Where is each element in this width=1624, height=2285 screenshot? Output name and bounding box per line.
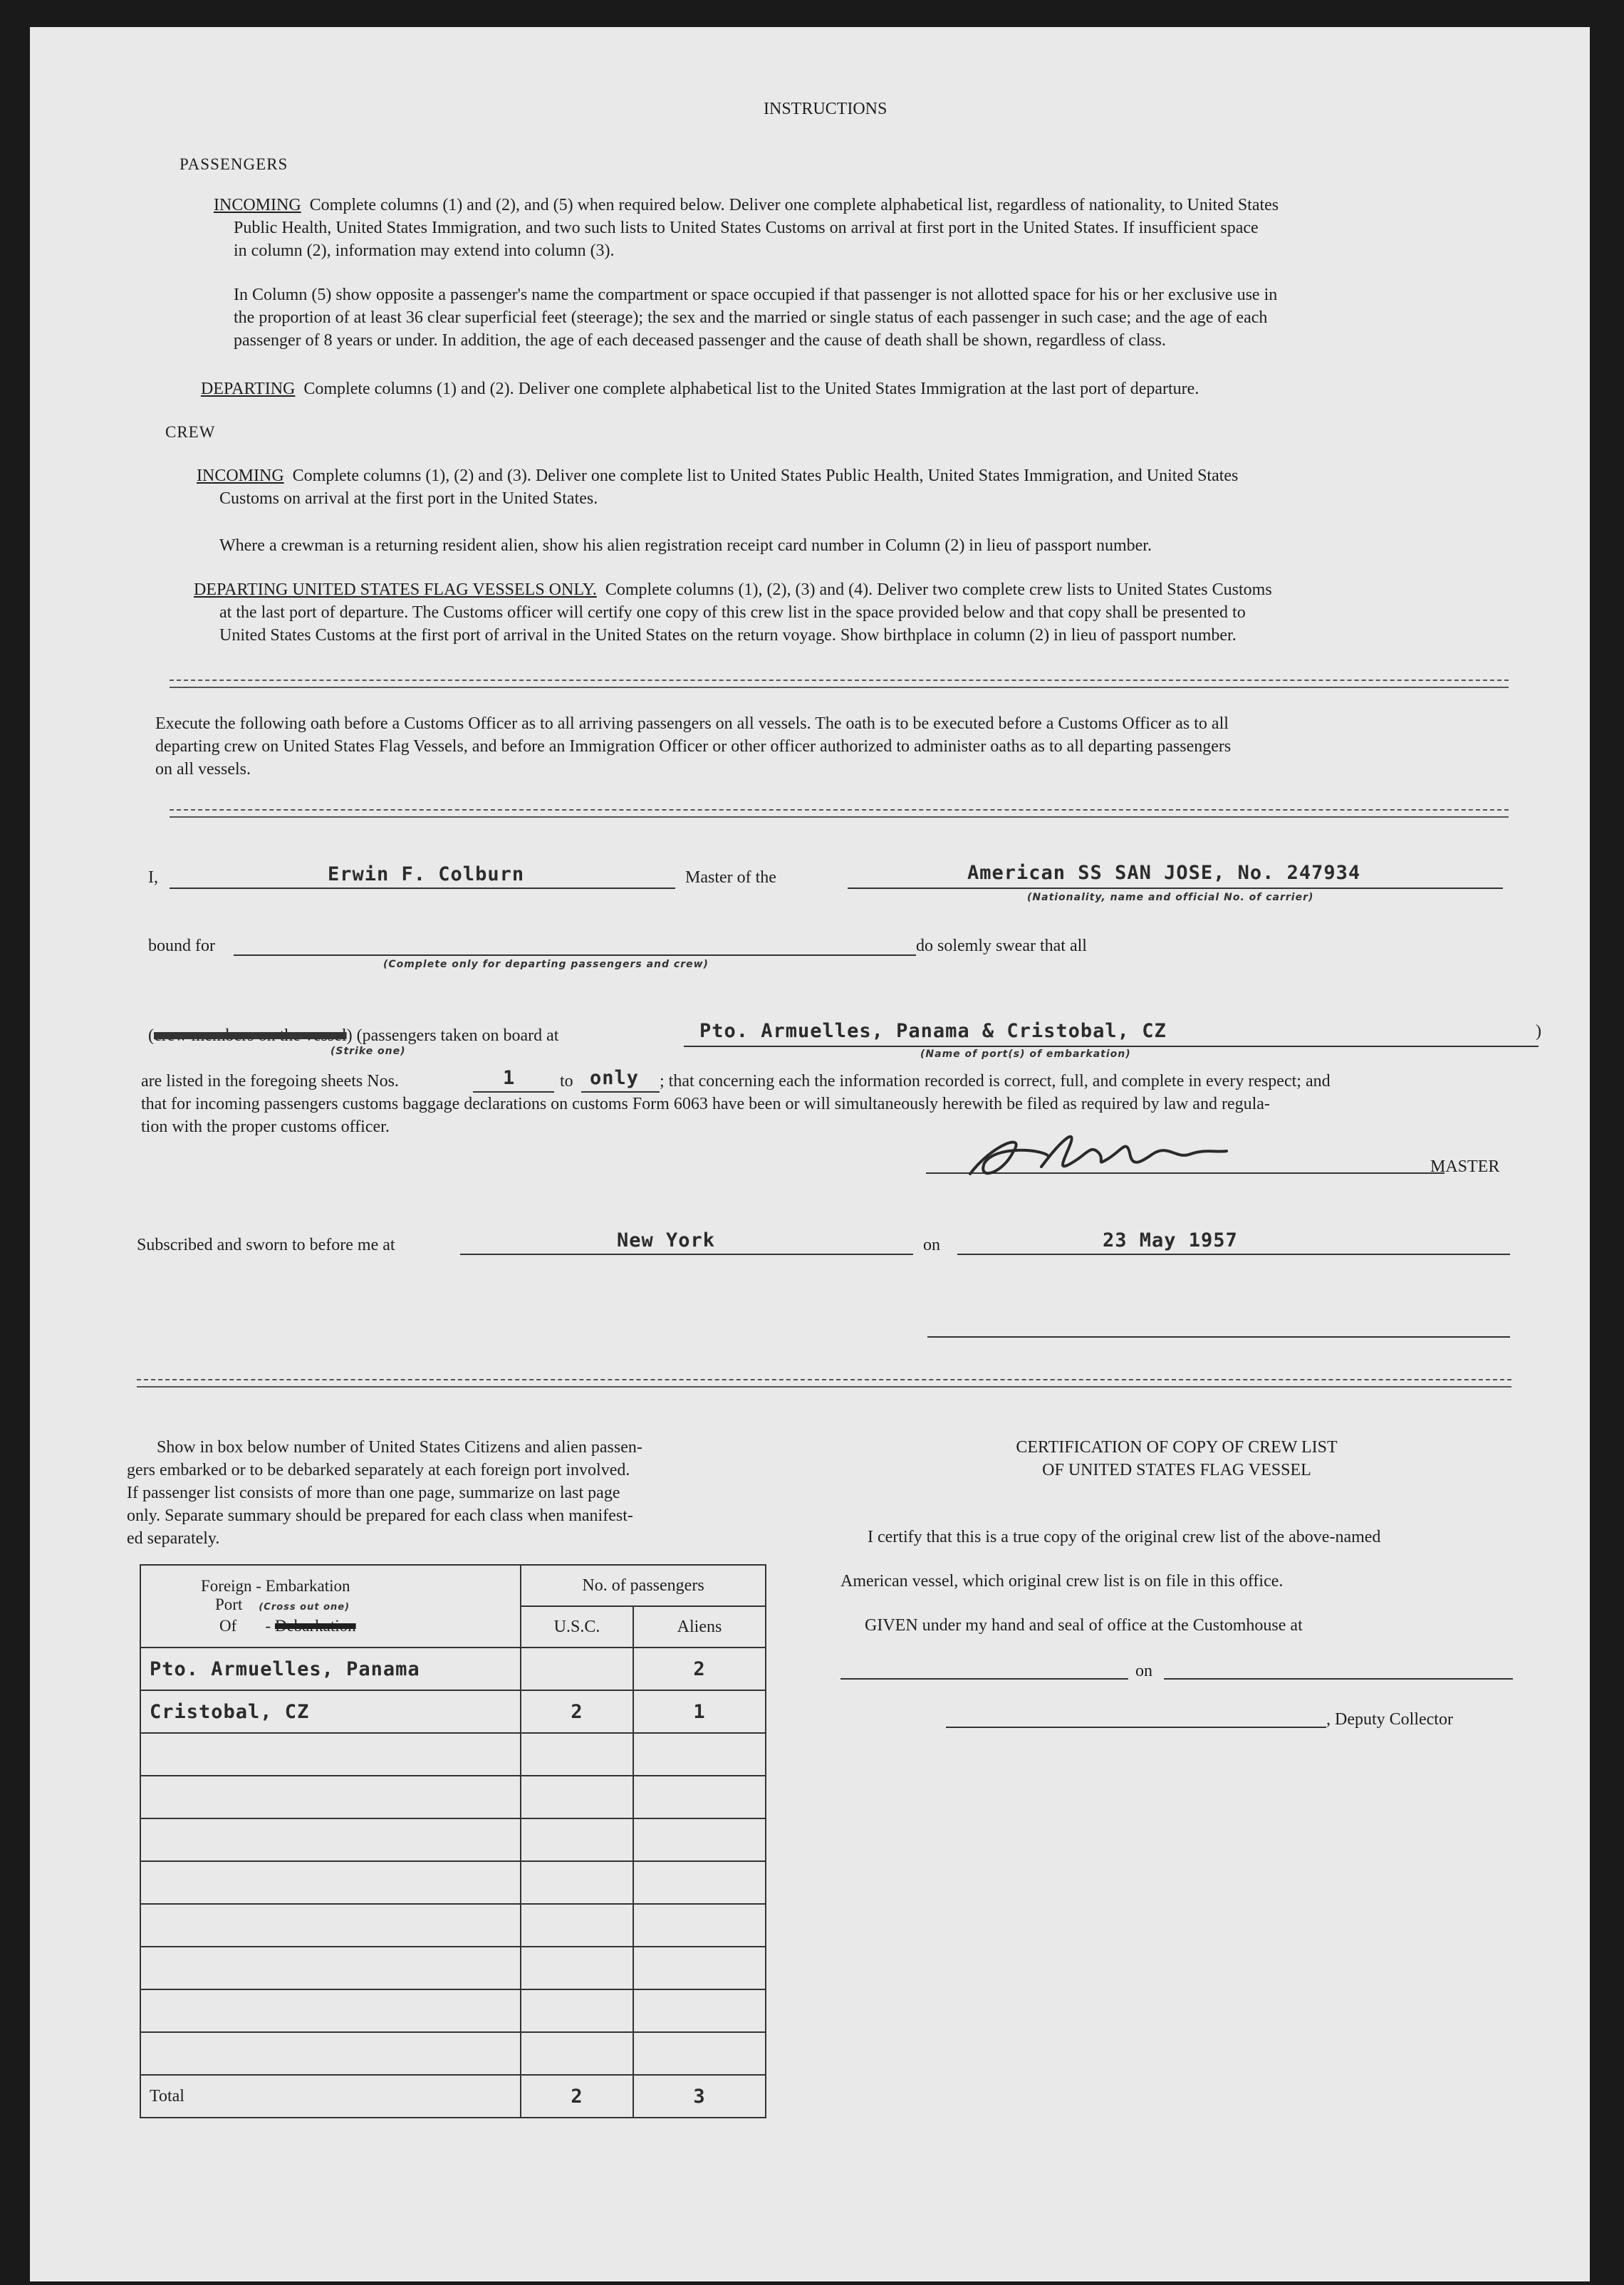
port-header-cell [140,1565,521,1648]
total-usc-cell[interactable]: 2 [521,2075,633,2118]
table-row [140,1861,766,1904]
oath-instructions-line-1: Execute the following oath before a Customs Officer as to all arriving passengers on all vessels. The oath is to be executed before a Customs Officer as to all [155,714,1229,733]
crew-incoming-text-1: Complete columns (1), (2) and (3). Deliver one complete list to United States Public Health, United States Immigration, and United States [292,467,1239,485]
table-row [140,1904,766,1947]
usc-cell[interactable] [521,1904,633,1947]
master-name-line [170,888,675,889]
vessel-field[interactable]: American SS SAN JOSE, No. 247934 [967,862,1361,884]
sheet-from-field[interactable]: 1 [503,1067,516,1089]
departing-block [201,378,1554,400]
incoming-text-2: Public Health, United States Immigration, and two such lists to United States Customs on arrival at first port in the United States. If insufficient space [234,219,1259,237]
master-of-label: Master of the [685,868,776,887]
sheet-to-field[interactable]: only [590,1067,640,1089]
table-header-row [140,1565,766,1606]
certification-title-1: CERTIFICATION OF COPY OF CREW LIST [1016,1438,1338,1457]
aliens-cell[interactable] [633,1904,766,1947]
table-row [140,1989,766,2032]
table-row [140,1947,766,1989]
certification-date-line[interactable] [1164,1678,1513,1680]
port-cell[interactable] [140,1733,521,1776]
col5-text-2: the proportion of at least 36 clear superficial feet (steerage); the sex and the married or single status of each passenger in such case; and the age of each [234,308,1268,327]
port-header-dash: - [265,1617,271,1635]
table-row [140,1690,766,1733]
total-aliens-cell[interactable]: 3 [633,2075,766,2118]
departing-label: DEPARTING [201,380,296,398]
crew-heading: CREW [165,423,216,441]
port-header-note: (Cross out one) [259,1602,350,1613]
master-signature [963,1124,1234,1188]
oath-instructions-line-3: on all vessels. [155,760,251,779]
sworn-place-field[interactable]: New York [617,1229,716,1251]
ports-note: (Name of port(s) of embarkation) [920,1048,1131,1060]
sworn-date-field[interactable]: 23 May 1957 [1103,1229,1238,1251]
certification-text-3: GIVEN under my hand and seal of office at the Customhouse at [865,1616,1303,1635]
strike-note: (Strike one) [330,1046,406,1057]
usc-cell[interactable]: 2 [521,1690,633,1733]
passenger-summary-table [140,1564,766,2118]
incoming-label: INCOMING [214,196,301,214]
certification-text-1: I certify that this is a true copy of the original crew list of the above-named [868,1528,1381,1546]
port-cell[interactable] [140,1947,521,1989]
swear-text: do solemly swear that all [916,937,1087,955]
port-cell[interactable] [140,1776,521,1818]
baggage-block [141,1093,1537,1138]
subscribed-label: Subscribed and sworn to before me at [137,1236,395,1254]
usc-cell[interactable] [521,1861,633,1904]
close-paren: ) [1536,1022,1541,1041]
aliens-cell[interactable] [633,1776,766,1818]
summary-line-2: gers embarked or to be debarked separately at each foreign port involved. [127,1461,630,1479]
aliens-cell[interactable]: 1 [633,1690,766,1733]
divider-1 [170,680,1509,688]
bound-for-label: bound for [148,937,215,955]
master-label: MASTER [1430,1157,1500,1176]
struck-debarkation: Debarkation [274,1617,356,1635]
vessel-note: (Nationality, name and official No. of carrier) [1027,892,1314,903]
aliens-cell[interactable]: 2 [633,1648,766,1690]
divider-3 [137,1379,1511,1388]
table-row [140,1733,766,1776]
aliens-cell[interactable] [633,1989,766,2032]
usc-header-cell: U.S.C. [521,1606,633,1648]
table-row [140,1648,766,1690]
crew-incoming-block [197,464,1550,510]
crew-incoming-text-2: Customs on arrival at the first port in the United States. [219,489,598,508]
incoming-text-3: in column (2), information may extend into column (3). [234,241,615,260]
officer-signature-line [927,1336,1510,1338]
certification-on-label: on [1135,1662,1152,1680]
customhouse-line[interactable] [840,1678,1128,1680]
port-cell[interactable] [140,2032,521,2075]
summary-line-3: If passenger list consists of more than one page, summarize on last page [127,1484,620,1502]
oath-i-label: I, [148,868,158,887]
listed-text: are listed in the foregoing sheets Nos. [141,1072,399,1091]
port-cell[interactable]: Pto. Armuelles, Panama [140,1648,521,1690]
col5-text-3: passenger of 8 years or under. In addition, the age of each deceased passenger and the cause of death shall be shown, regardless of class. [234,331,1166,350]
master-name-field[interactable]: Erwin F. Colburn [328,863,525,885]
vessel-line [848,888,1503,889]
sworn-place-line [460,1254,913,1255]
table-row [140,2032,766,2075]
summary-line-1: Show in box below number of United States Citizens and alien passen- [157,1438,642,1457]
concerning-text: ; that concerning each the information recorded is correct, full, and complete in every respect; and [660,1072,1331,1091]
usc-cell[interactable] [521,1733,633,1776]
deputy-collector-line[interactable] [946,1727,1326,1728]
baggage-text-1: that for incoming passengers customs baggage declarations on customs Form 6063 have been or will simultaneously herewith be filed as required by law and regula- [141,1095,1270,1113]
column5-block [234,283,1573,352]
flag-text-1: Complete columns (1), (2), (3) and (4). Deliver two complete crew lists to United States Customs [605,581,1272,599]
bound-for-line [234,954,916,956]
usc-cell[interactable] [521,1947,633,1989]
port-cell[interactable] [140,1989,521,2032]
strike-block: (crew members on the vessel) (passengers taken on board at [148,1026,559,1045]
port-header-line-2: Port [215,1596,243,1613]
certification-title [906,1436,1447,1482]
passengers-taken-text: (passengers taken on board at [356,1026,559,1045]
incoming-text-1: Complete columns (1) and (2), and (5) when required below. Deliver one complete alphabetical list, regardless of nationality, to United States [309,196,1279,214]
crewman-text: Where a crewman is a returning resident alien, show his alien registration receipt card number in Column (2) in lieu of passport number. [219,536,1152,555]
ports-line [684,1046,1539,1047]
departing-text: Complete columns (1) and (2). Deliver one complete alphabetical list to the United States Immigration at the last port of departure. [303,380,1199,398]
baggage-text-2: tion with the proper customs officer. [141,1118,390,1136]
sworn-on-label: on [923,1236,940,1254]
flag-vessels-block [194,578,1547,647]
usc-cell[interactable] [521,2032,633,2075]
aliens-cell[interactable] [633,1733,766,1776]
summary-line-4: only. Separate summary should be prepared for each class when manifest- [127,1506,633,1525]
oath-instructions [155,712,1523,781]
port-cell[interactable] [140,1861,521,1904]
port-header-line-1: Foreign - Embarkation [201,1577,350,1595]
oath-instructions-line-2: departing crew on United States Flag Vessels, and before an Immigration Officer or other officer authorized to administer oaths as to all departing passengers [155,737,1232,756]
usc-cell[interactable] [521,1989,633,2032]
divider-2 [170,809,1509,818]
aliens-header-cell: Aliens [633,1606,766,1648]
port-cell[interactable] [140,1818,521,1861]
table-total-row [140,2075,766,2118]
certification-title-2: OF UNITED STATES FLAG VESSEL [1042,1461,1311,1479]
flag-label: DEPARTING UNITED STATES FLAG VESSELS ONLY. [194,581,597,599]
port-header-line-3: Of [219,1617,237,1635]
usc-cell[interactable] [521,1818,633,1861]
aliens-cell[interactable] [633,1818,766,1861]
passengers-header-cell: No. of passengers [521,1565,766,1606]
col5-text-1: In Column (5) show opposite a passenger's name the compartment or space occupied if that passenger is not allotted space for his or her exclusive use in [234,286,1278,304]
total-label-cell: Total [140,2075,521,2118]
bound-for-note: (Complete only for departing passengers and crew) [383,959,709,970]
to-label: to [560,1072,573,1091]
ports-field[interactable]: Pto. Armuelles, Panama & Cristobal, CZ [699,1020,1167,1042]
table-row [140,1818,766,1861]
crew-incoming-label: INCOMING [197,467,284,485]
flag-text-2: at the last port of departure. The Customs officer will certify one copy of this crew list in the space provided below and that copy shall be presented to [219,603,1246,622]
deputy-collector-label: , Deputy Collector [1326,1710,1453,1729]
table-row [140,1776,766,1818]
port-cell[interactable]: Cristobal, CZ [140,1690,521,1733]
flag-text-3: United States Customs at the first port of arrival in the United States on the return voyage. Show birthplace in column (2) in lieu of passport number. [219,626,1237,645]
summary-line-5: ed separately. [127,1529,220,1548]
aliens-cell[interactable] [633,1861,766,1904]
port-cell[interactable] [140,1904,521,1947]
struck-crew-text: crew members on the vessel [154,1026,347,1045]
usc-cell[interactable] [521,1776,633,1818]
sworn-date-line [957,1254,1510,1255]
passengers-heading: PASSENGERS [179,155,288,173]
aliens-cell[interactable] [633,2032,766,2075]
aliens-cell[interactable] [633,1947,766,1989]
certification-text-2: American vessel, which original crew list is on file in this office. [840,1572,1284,1591]
usc-cell[interactable] [521,1648,633,1690]
summary-instructions [127,1436,782,1550]
form-page [30,27,1590,2281]
instructions-title: INSTRUCTIONS [764,100,888,118]
passengers-incoming-block [214,194,1553,262]
